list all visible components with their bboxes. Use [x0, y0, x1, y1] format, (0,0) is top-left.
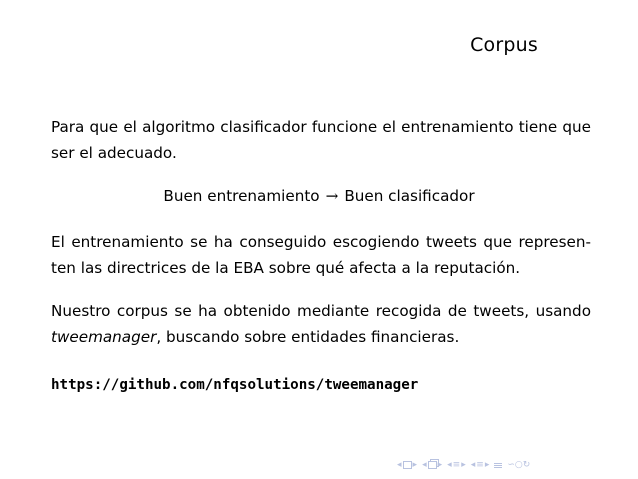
corpus-text-end: , buscando sobre entidades financieras.	[156, 328, 460, 346]
nav-left-arrow-icon[interactable]: ◂	[422, 460, 427, 470]
nav-right-arrow-icon[interactable]: ▸	[437, 460, 443, 470]
paragraph-training: El entrenamiento se ha conseguido escogiendo tweets que represen- ten las directrices de la EBA sobre qué afecta a la reputación.	[51, 233, 591, 277]
nav-left-arrow-icon[interactable]: ◂	[397, 460, 402, 470]
beamer-navigation-bar	[397, 458, 530, 472]
align-icon[interactable]	[494, 463, 502, 468]
nav-left-arrow-icon[interactable]: ◂	[470, 460, 476, 470]
equation-line	[0, 185, 638, 207]
subsection-icon[interactable]	[428, 461, 437, 469]
nav-right-arrow-icon[interactable]: ▸	[461, 460, 466, 470]
nav-right-arrow-icon[interactable]: ▸	[484, 460, 490, 470]
right-arrow-symbol: →	[325, 187, 339, 205]
frame-title: Corpus	[470, 34, 538, 56]
presentation-icon[interactable]: ≡	[476, 460, 484, 470]
frame-icon[interactable]	[403, 461, 412, 469]
github-url-link[interactable]: https://github.com/nfqsolutions/tweemanager	[51, 377, 419, 393]
equation-left-text: Buen entrenamiento	[163, 187, 320, 205]
paragraph-corpus	[51, 298, 591, 350]
section-icon[interactable]: ≡	[452, 460, 461, 470]
search-icon[interactable]: ∽○↻	[507, 460, 531, 470]
subsection-nav-group	[422, 460, 442, 470]
equation-right-text: Buen clasificador	[344, 187, 475, 205]
presentation-nav-group	[471, 460, 490, 470]
tweemanager-emphasis: tweemanager	[51, 328, 157, 346]
nav-right-arrow-icon[interactable]: ▸	[412, 460, 418, 470]
section-nav-group	[447, 460, 466, 470]
nav-left-arrow-icon[interactable]: ◂	[447, 460, 452, 470]
corpus-text-start: Nuestro corpus se ha obtenido mediante recogida de tweets, usando	[51, 302, 591, 320]
frame-nav-group	[397, 460, 417, 470]
paragraph-algorithm: Para que el algoritmo clasificador funcione el entrenamiento tiene que ser el adecuado.	[51, 118, 591, 162]
